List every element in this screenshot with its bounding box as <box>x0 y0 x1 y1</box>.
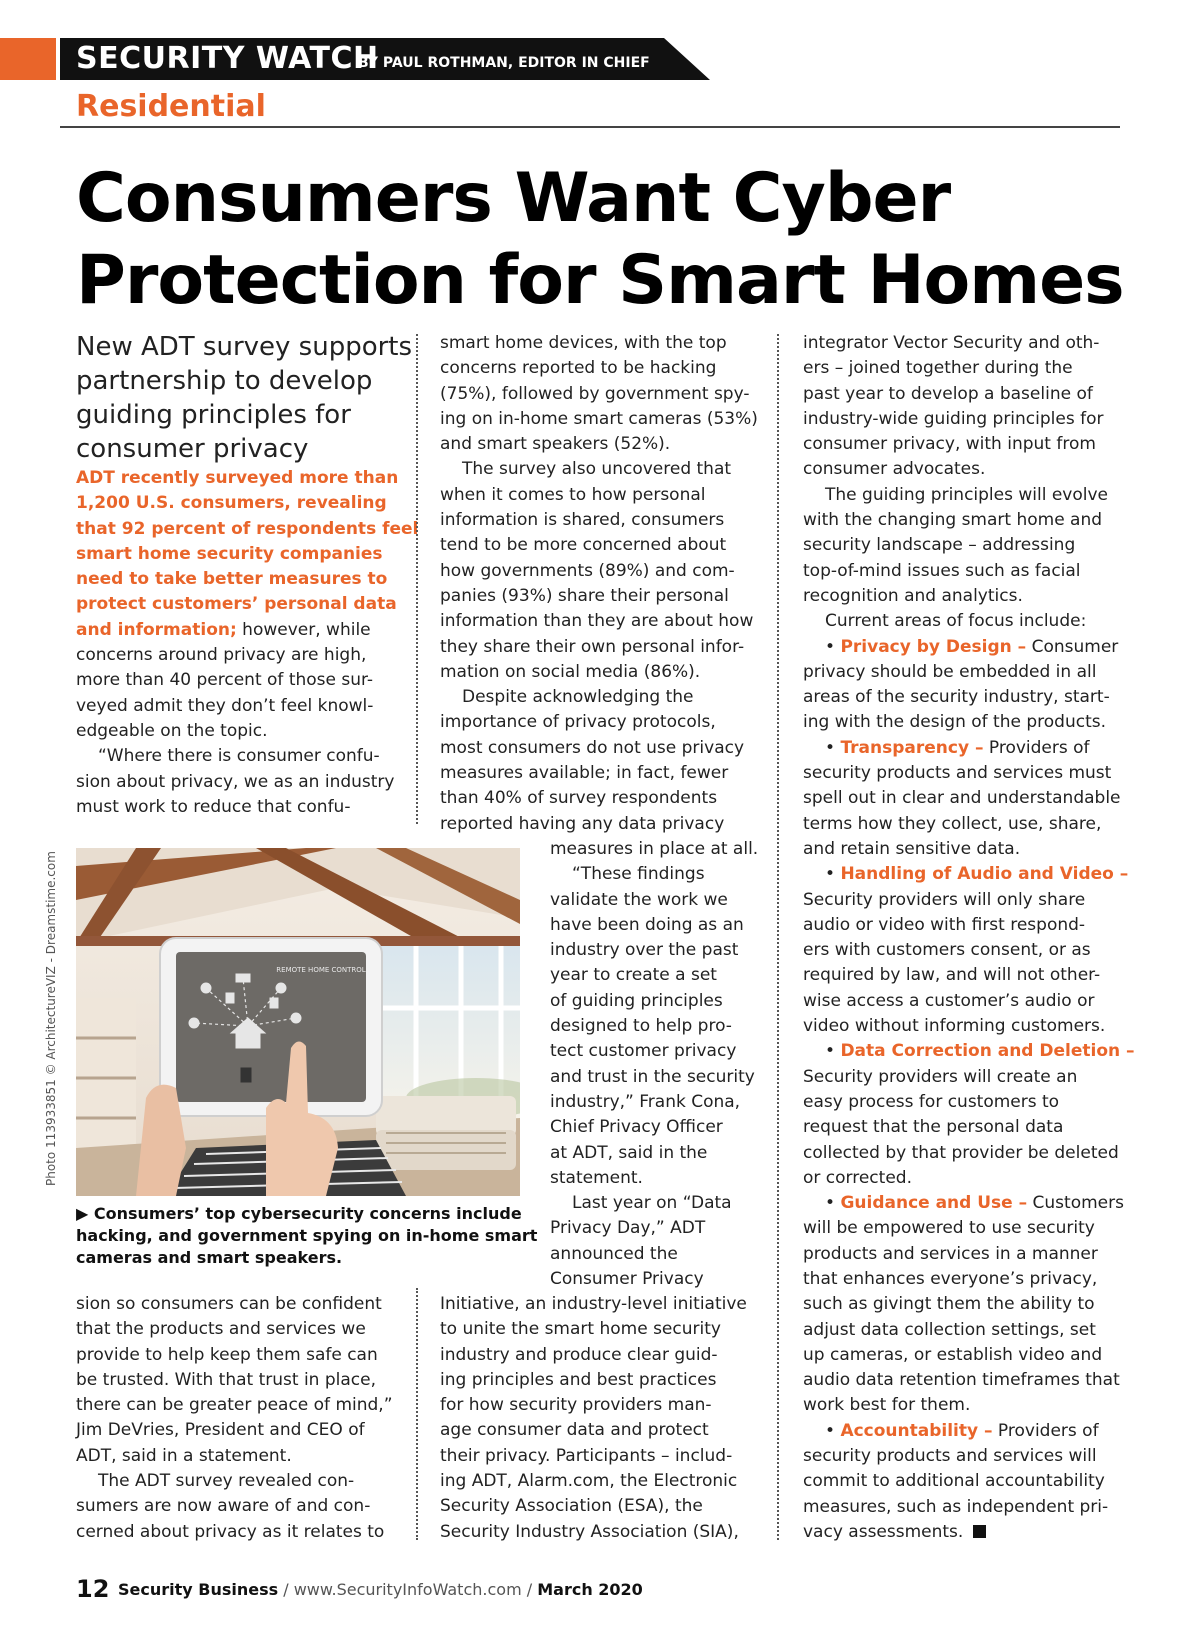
text-run: ing ADT, Alarm.com, the Electronic <box>440 1471 738 1492</box>
text-run: their privacy. Participants – includ- <box>440 1445 733 1466</box>
text-line <box>803 1242 1135 1267</box>
column-3 <box>803 331 1135 1545</box>
subhead: Handling of Audio and Video – <box>840 864 1129 885</box>
text-run: will be empowered to use security <box>803 1218 1095 1239</box>
text-run: The guiding principles will evolve <box>825 484 1109 505</box>
text-line <box>803 1419 1135 1444</box>
text-run: integrator Vector Security and oth- <box>803 333 1100 353</box>
text-line <box>803 837 1135 862</box>
text-line <box>440 710 758 735</box>
text-run: ers – joined together during the <box>803 358 1073 379</box>
text-run: Customers <box>1027 1193 1124 1214</box>
text-run: wise access a customer’s audio or <box>803 990 1095 1011</box>
category-label: Residential <box>76 89 266 124</box>
text-line <box>440 660 758 685</box>
text-line <box>550 1166 758 1191</box>
text-run: that the products and services we <box>76 1319 366 1340</box>
text-line <box>803 1166 1135 1191</box>
text-line <box>440 432 758 457</box>
text-line <box>803 635 1135 660</box>
text-line <box>803 1191 1135 1216</box>
text-run: more than 40 percent of those sur- <box>76 670 374 691</box>
text-run: industry and produce clear guid- <box>440 1344 718 1365</box>
text-line <box>76 1444 393 1469</box>
text-run: products and services in a manner <box>803 1243 1098 1264</box>
text-run: Security Association (ESA), the <box>440 1496 703 1517</box>
text-line <box>440 736 758 761</box>
text-line <box>803 1292 1135 1317</box>
text-run: must work to reduce that confu- <box>76 796 351 817</box>
text-run: there can be greater peace of mind,” <box>76 1395 393 1416</box>
end-of-article-mark <box>973 1525 986 1538</box>
text-line <box>803 963 1135 988</box>
text-line <box>440 1418 747 1443</box>
text-line <box>440 1444 747 1469</box>
text-line <box>440 812 758 837</box>
subhead: Privacy by Design – <box>840 636 1027 657</box>
text-line <box>803 1115 1135 1140</box>
column-divider <box>777 334 779 1540</box>
text-run: Last year on “Data <box>572 1193 732 1214</box>
text-line <box>440 1317 747 1342</box>
text-line <box>440 533 758 558</box>
text-line <box>803 786 1135 811</box>
deck-line: partnership to develop <box>76 366 373 396</box>
lead-in: and information; <box>76 619 237 640</box>
text-line <box>803 382 1135 407</box>
text-run: up cameras, or establish video and <box>803 1344 1103 1365</box>
text-run: at ADT, said in the <box>550 1142 708 1163</box>
text-run: “These findings <box>572 864 705 885</box>
text-line <box>76 643 418 668</box>
text-line <box>76 1494 393 1519</box>
text-run: adjust data collection settings, set <box>803 1319 1096 1340</box>
text-run: recognition and analytics. <box>803 585 1023 606</box>
section-color-tab <box>0 38 56 80</box>
text-line <box>76 1520 393 1545</box>
text-line <box>803 888 1135 913</box>
text-line <box>803 938 1135 963</box>
caption-line: ▶ Consumers’ top cybersecurity concerns include <box>76 1204 522 1223</box>
text-run: Providers of <box>992 1420 1099 1441</box>
text-run: sion about privacy, we as an industry <box>76 771 395 792</box>
smart-home-tablet-illustration <box>76 848 520 1196</box>
text-line <box>803 584 1135 609</box>
text-run: such as givingt them the ability to <box>803 1294 1095 1315</box>
text-line <box>76 567 418 592</box>
text-line <box>803 432 1135 457</box>
text-line <box>803 1469 1135 1494</box>
text-line <box>440 609 758 634</box>
text-line <box>803 1065 1135 1090</box>
text-line <box>803 1267 1135 1292</box>
column-1-bottom <box>76 1292 393 1545</box>
text-line <box>76 1469 393 1494</box>
text-run: provide to help keep them safe can <box>76 1344 378 1365</box>
text-run: sumers are now aware of and con- <box>76 1496 371 1517</box>
text-run: of guiding principles <box>550 990 723 1011</box>
text-line <box>76 592 418 617</box>
text-line <box>76 668 418 693</box>
text-run: audio data retention timeframes that <box>803 1370 1120 1391</box>
lead-in: smart home security companies <box>76 543 383 564</box>
text-line <box>803 1090 1135 1115</box>
text-run: that enhances everyone’s privacy, <box>803 1268 1098 1289</box>
subhead: Transparency – <box>840 737 984 758</box>
text-line <box>803 660 1135 685</box>
text-run: tect customer privacy <box>550 1041 737 1062</box>
text-line <box>550 1216 758 1241</box>
text-line <box>803 1216 1135 1241</box>
text-line <box>550 1141 758 1166</box>
text-run: edgeable on the topic. <box>76 720 268 741</box>
text-line <box>76 719 418 744</box>
text-run: The ADT survey revealed con- <box>98 1471 355 1492</box>
text-run: measures in place at all. <box>550 839 759 859</box>
text-run: ing with the design of the products. <box>803 712 1107 733</box>
text-run: and smart speakers (52%). <box>440 434 671 455</box>
text-run: importance of privacy protocols, <box>440 712 716 733</box>
text-run: ing principles and best practices <box>440 1369 717 1390</box>
text-line <box>803 1343 1135 1368</box>
text-line <box>550 1065 758 1090</box>
text-line <box>803 989 1135 1014</box>
headline-line: Protection for Smart Homes <box>76 241 1124 320</box>
text-run: for how security providers man- <box>440 1395 712 1416</box>
text-run: work best for them. <box>803 1395 971 1416</box>
text-line <box>76 1292 393 1317</box>
text-run: Providers of <box>983 737 1090 758</box>
text-line <box>803 356 1135 381</box>
text-run: areas of the security industry, start- <box>803 687 1110 708</box>
text-line <box>550 963 758 988</box>
folio-separator: / <box>278 1580 294 1599</box>
column-2-wrap <box>550 837 758 1292</box>
text-run: with the changing smart home and <box>803 510 1103 531</box>
text-run: Chief Privacy Officer <box>550 1117 723 1138</box>
text-line <box>440 1469 747 1494</box>
text-line <box>803 609 1135 634</box>
text-run: required by law, and will not other- <box>803 965 1101 986</box>
bullet-mark: • <box>825 864 841 885</box>
text-line <box>440 1292 747 1317</box>
text-run: industry-wide guiding principles for <box>803 408 1104 429</box>
text-line <box>440 1368 747 1393</box>
lead-in: need to take better measures to <box>76 569 388 590</box>
bullet-mark: • <box>825 1193 841 1214</box>
text-line <box>76 1393 393 1418</box>
text-line <box>803 761 1135 786</box>
text-run: Security providers will only share <box>803 889 1086 910</box>
text-line <box>550 938 758 963</box>
photo-caption <box>76 1203 538 1269</box>
text-line <box>76 517 418 542</box>
text-run: industry over the past <box>550 940 739 961</box>
text-line <box>76 744 418 769</box>
text-run: age consumer data and protect <box>440 1420 709 1441</box>
text-run: they share their own personal infor- <box>440 636 745 657</box>
text-run: ers with customers consent, or as <box>803 940 1091 961</box>
text-line <box>803 1141 1135 1166</box>
text-run: security products and services will <box>803 1446 1097 1467</box>
deck-line: New ADT survey supports <box>76 332 413 362</box>
text-run: collected by that provider be deleted <box>803 1142 1119 1163</box>
text-line <box>76 542 418 567</box>
text-line <box>440 407 758 432</box>
text-line <box>803 1520 1135 1545</box>
text-run: terms how they collect, use, share, <box>803 813 1102 834</box>
text-run: announced the <box>550 1243 678 1264</box>
text-run: top-of-mind issues such as facial <box>803 560 1081 581</box>
text-run: Despite acknowledging the <box>462 687 694 708</box>
article-photo <box>76 848 520 1196</box>
text-line <box>803 483 1135 508</box>
text-run: Jim DeVries, President and CEO of <box>76 1420 365 1441</box>
text-line <box>440 1494 747 1519</box>
text-run: The survey also uncovered that <box>462 459 732 480</box>
text-line <box>76 618 418 643</box>
text-line <box>440 382 758 407</box>
text-run: tend to be more concerned about <box>440 535 727 556</box>
text-line <box>76 1418 393 1443</box>
header-divider <box>60 126 1120 128</box>
text-run: information than they are about how <box>440 611 754 632</box>
text-run: year to create a set <box>550 965 717 986</box>
text-run: concerns around privacy are high, <box>76 645 367 666</box>
text-line <box>440 457 758 482</box>
text-run: Initiative, an industry-level initiative <box>440 1294 747 1314</box>
text-run: “Where there is consumer confu- <box>98 746 380 767</box>
lead-in: ADT recently surveyed more than <box>76 468 399 488</box>
text-run: have been doing as an <box>550 914 744 935</box>
bullet-mark: • <box>825 1420 841 1441</box>
text-line <box>440 786 758 811</box>
text-run: measures, such as independent pri- <box>803 1496 1109 1517</box>
text-line <box>440 685 758 710</box>
text-line <box>76 770 418 795</box>
text-line <box>76 491 418 516</box>
text-run: than 40% of survey respondents <box>440 788 718 809</box>
text-run: Security Industry Association (SIA), <box>440 1521 739 1542</box>
text-line <box>76 1317 393 1342</box>
subhead: Guidance and Use – <box>840 1193 1028 1214</box>
text-run: consumer advocates. <box>803 459 986 480</box>
page-number: 12 <box>76 1575 110 1603</box>
text-run: easy process for customers to <box>803 1091 1060 1112</box>
text-line <box>550 837 758 862</box>
text-run: ing on in-home smart cameras (53%) <box>440 408 758 429</box>
text-run: however, while <box>236 619 371 640</box>
column-2-bottom <box>440 1292 747 1545</box>
text-run: statement. <box>550 1167 643 1188</box>
lead-in: that 92 percent of respondents feel <box>76 518 419 539</box>
byline: BY PAUL ROTHMAN, EDITOR IN CHIEF <box>358 55 650 71</box>
text-line <box>440 483 758 508</box>
lead-in: protect customers’ personal data <box>76 594 397 615</box>
text-run: validate the work we <box>550 889 728 910</box>
text-line <box>76 1368 393 1393</box>
text-run: video without informing customers. <box>803 1016 1106 1037</box>
text-line <box>76 466 418 491</box>
text-line <box>550 1242 758 1267</box>
text-run: audio or video with first respond- <box>803 914 1086 935</box>
subhead: Data Correction and Deletion – <box>840 1041 1135 1062</box>
text-run: Current areas of focus include: <box>825 611 1087 632</box>
website-url[interactable]: www.SecurityInfoWatch.com <box>293 1580 522 1599</box>
text-run: spell out in clear and understandable <box>803 788 1121 809</box>
text-line <box>803 508 1135 533</box>
column-divider <box>416 334 418 824</box>
text-run: security landscape – addressing <box>803 535 1076 556</box>
text-line <box>803 1318 1135 1343</box>
text-line <box>440 635 758 660</box>
issue-date: March 2020 <box>537 1580 643 1599</box>
text-line <box>440 559 758 584</box>
text-run: mation on social media (86%). <box>440 661 701 682</box>
text-line <box>803 1495 1135 1520</box>
text-line <box>803 533 1135 558</box>
text-line <box>803 559 1135 584</box>
text-line <box>440 761 758 786</box>
text-run: security products and services must <box>803 763 1112 784</box>
article-headline <box>76 158 1156 322</box>
text-line <box>803 812 1135 837</box>
text-line <box>440 584 758 609</box>
text-line <box>440 1393 747 1418</box>
text-line <box>550 888 758 913</box>
tablet-screen-label: REMOTE HOME CONTROL <box>276 966 366 974</box>
text-line <box>550 1090 758 1115</box>
text-run: ADT, said in a statement. <box>76 1445 292 1466</box>
magazine-name: Security Business <box>118 1580 279 1599</box>
text-run: and trust in the security <box>550 1066 755 1087</box>
footer-folio <box>118 1580 643 1600</box>
deck-line: consumer privacy <box>76 434 309 464</box>
text-run: most consumers do not use privacy <box>440 737 745 758</box>
text-run: Privacy Day,” ADT <box>550 1218 706 1239</box>
headline-line: Consumers Want Cyber <box>76 159 951 238</box>
deck-line: guiding principles for <box>76 400 351 430</box>
text-run: past year to develop a baseline of <box>803 383 1093 404</box>
text-line <box>803 1039 1135 1064</box>
bullet-mark: • <box>825 1041 841 1062</box>
bullet-mark: • <box>825 636 841 657</box>
text-run: designed to help pro- <box>550 1016 732 1037</box>
text-line <box>803 862 1135 887</box>
text-run: or corrected. <box>803 1167 912 1188</box>
text-line <box>803 331 1135 356</box>
text-line <box>440 356 758 381</box>
text-line <box>550 862 758 887</box>
text-run: consumer privacy, with input from <box>803 434 1096 455</box>
text-line <box>803 457 1135 482</box>
article-deck <box>76 330 412 466</box>
text-run: Consumer <box>1026 636 1119 657</box>
bullet-mark: • <box>825 737 841 758</box>
text-run: information is shared, consumers <box>440 510 725 531</box>
text-run: reported having any data privacy <box>440 813 725 834</box>
text-line <box>803 913 1135 938</box>
column-2-top <box>440 331 758 837</box>
text-line <box>440 331 758 356</box>
text-line <box>550 989 758 1014</box>
text-run: and retain sensitive data. <box>803 838 1021 859</box>
text-line <box>803 685 1135 710</box>
caption-line: hacking, and government spying on in-home smart <box>76 1226 538 1245</box>
subhead: Accountability – <box>840 1420 993 1441</box>
text-run: request that the personal data <box>803 1117 1064 1138</box>
text-run: concerns reported to be hacking <box>440 358 717 379</box>
text-run: (75%), followed by government spy- <box>440 383 750 404</box>
text-line <box>803 407 1135 432</box>
text-line <box>76 1343 393 1368</box>
text-line <box>550 1115 758 1140</box>
text-line <box>440 508 758 533</box>
text-run: when it comes to how personal <box>440 484 706 505</box>
text-line <box>550 1191 758 1216</box>
text-line <box>803 710 1135 735</box>
text-run: commit to additional accountability <box>803 1471 1105 1492</box>
text-line <box>550 1014 758 1039</box>
text-run: cerned about privacy as it relates to <box>76 1521 385 1542</box>
text-line <box>440 1343 747 1368</box>
text-run: sion so consumers can be confident <box>76 1294 382 1314</box>
text-line <box>440 1520 747 1545</box>
text-line <box>550 913 758 938</box>
column-1-top <box>76 466 418 820</box>
text-line <box>76 795 418 820</box>
text-line <box>803 1393 1135 1418</box>
text-line <box>803 1368 1135 1393</box>
column-divider <box>416 1288 418 1540</box>
lead-in: 1,200 U.S. consumers, revealing <box>76 493 387 514</box>
text-line <box>550 1039 758 1064</box>
text-run: vacy assessments. <box>803 1521 964 1542</box>
text-line <box>803 736 1135 761</box>
text-run: to unite the smart home security <box>440 1319 721 1340</box>
text-run: measures available; in fact, fewer <box>440 763 729 784</box>
text-run: how governments (89%) and com- <box>440 560 735 581</box>
text-run: smart home devices, with the top <box>440 333 727 353</box>
text-line <box>550 1267 758 1292</box>
text-run: industry,” Frank Cona, <box>550 1091 741 1112</box>
text-run: privacy should be embedded in all <box>803 661 1097 682</box>
folio-separator: / <box>521 1580 538 1599</box>
text-line <box>803 1014 1135 1039</box>
photo-credit: Photo 113933851 © ArchitectureVIZ - Dreamstime.com <box>44 851 58 1186</box>
text-run: panies (93%) share their personal <box>440 585 729 606</box>
caption-line: cameras and smart speakers. <box>76 1248 343 1267</box>
text-run: veyed admit they don’t feel knowl- <box>76 695 374 716</box>
section-title: SECURITY WATCH <box>76 41 379 76</box>
text-line <box>76 694 418 719</box>
text-run: be trusted. With that trust in place, <box>76 1369 376 1390</box>
text-run: Consumer Privacy <box>550 1269 704 1290</box>
text-line <box>803 1444 1135 1469</box>
text-run: Security providers will create an <box>803 1066 1078 1087</box>
